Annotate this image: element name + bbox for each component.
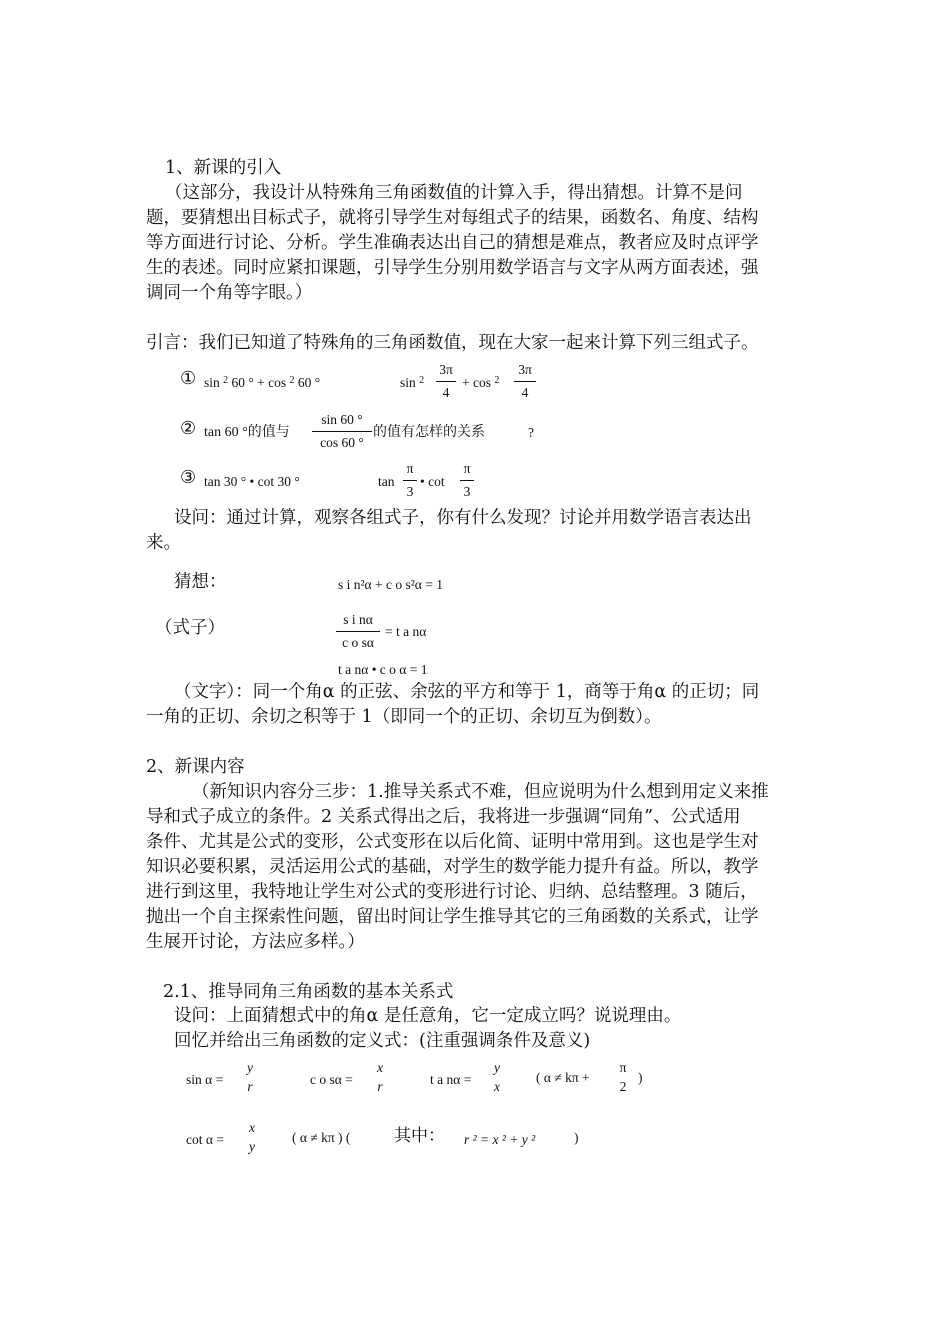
- recall-text: 回忆并给出三角函数的定义式：(注重强调条件及意义): [174, 1031, 591, 1051]
- expr-3b-cot: • cot: [420, 474, 445, 489]
- marker-1: ①: [180, 368, 197, 389]
- formula-product: t a nα • c o α = 1: [338, 662, 428, 677]
- def-tan-fraction: y x: [494, 1060, 500, 1094]
- expr-1b-cos: + cos $^2$: [462, 375, 500, 390]
- def-cot-condition: ( α ≠ kπ ) (: [292, 1130, 351, 1145]
- expr-1a: sin $^2$ 60 ° + cos $^2$ 60 °: [204, 375, 321, 390]
- section2-intro-line: 抛出一个自主探索性问题，留出时间让学生推导其它的三角函数的关系式，让学: [146, 907, 759, 927]
- expr-3a: tan 30 ° • cot 30 °: [204, 474, 300, 489]
- intro-line: 调同一个角等字眼。）: [146, 283, 313, 303]
- section2-intro-line: 导和式子成立的条件。2 关系式得出之后，我将进一步强调“同角”、公式适用: [146, 807, 741, 827]
- def-where: 其中：: [394, 1126, 445, 1145]
- marker-3: ③: [180, 467, 197, 488]
- section1-heading: 1、新课的引入: [165, 158, 282, 178]
- question-text: 设问：上面猜想式中的角α 是任意角，它一定成立吗？说说理由。: [174, 1006, 682, 1026]
- expr-2b: 的值有怎样的关系: [373, 425, 485, 440]
- sub-heading: 2.1、推导同角三角函数的基本关系式: [163, 982, 454, 1002]
- intro-line: 等方面进行讨论、分析。学生准确表达出自己的猜想是难点，教者应及时点评学: [146, 233, 759, 253]
- section2-intro-line: 进行到这里，我特地让学生对公式的变形进行讨论、归纳、总结整理。3 随后，: [146, 882, 758, 902]
- def-r-equation: r ² = x ² + y ²: [464, 1132, 536, 1147]
- section2-intro-line: 条件、尤其是公式的变形，公式变形在以后化简、证明中常用到。这也是学生对: [146, 832, 759, 852]
- formula-pythagorean: s i n²α + c o s²α = 1: [338, 577, 443, 592]
- fraction-pi-3: π 3: [460, 461, 474, 500]
- question-mark: ?: [528, 425, 534, 440]
- def-tan-condition: ( α ≠ kπ +: [536, 1070, 590, 1085]
- def-cos-fraction: x r: [377, 1060, 383, 1094]
- def-cot-fraction: x y: [249, 1120, 255, 1154]
- formula-quotient-fraction: s i nα c o sα: [336, 612, 380, 651]
- def-cot-label: cot α =: [186, 1132, 224, 1147]
- def-close-paren: ): [574, 1130, 579, 1145]
- expr-2a: tan 60 °的值与: [204, 425, 290, 440]
- def-sin-fraction: y r: [247, 1060, 253, 1094]
- section2-intro-line: 知识必要积累，灵活运用公式的基础，对学生的数学能力提升有益。所以，教学: [146, 857, 759, 877]
- section2-intro-line: （新知识内容分三步：1.推导关系式不难，但应说明为什么想到用定义来推: [192, 782, 769, 802]
- formula-label: （式子）: [155, 618, 225, 638]
- def-tan-label: t a nα =: [430, 1072, 472, 1087]
- intro-line: （这部分，我设计从特殊角三角函数值的计算入手，得出猜想。计算不是问: [165, 183, 743, 203]
- expr-3b-tan: tan: [378, 474, 395, 489]
- def-sin-label: sin α =: [186, 1072, 224, 1087]
- fraction-pi-3: π 3: [403, 461, 417, 500]
- words-line: （文字）：同一个角α 的正弦、余弦的平方和等于 1，商等于角α 的正切；同: [174, 682, 760, 702]
- conjecture-label: 猜想：: [174, 572, 227, 592]
- def-cos-label: c o sα =: [310, 1072, 353, 1087]
- section2-intro-line: 生展开讨论，方法应多样。）: [146, 932, 365, 952]
- question-line: 来。: [146, 533, 181, 553]
- intro-line: 生的表述。同时应紧扣课题，引导学生分别用数学语言与文字从两方面表述，强: [146, 258, 759, 278]
- fraction-3pi-4: 3π 4: [436, 362, 456, 401]
- fraction-3pi-4: 3π 4: [514, 362, 536, 401]
- intro-line: 题，要猜想出目标式子，就将引导学生对每组式子的结果，函数名、角度、结构: [146, 208, 759, 228]
- section2-heading: 2、新课内容: [146, 757, 245, 777]
- words-line: 一角的正切、余切之积等于 1（即同一个的正切、余切互为倒数）。: [146, 707, 662, 727]
- fraction-sin-cos: sin 60 ° cos 60 °: [312, 412, 372, 451]
- formula-quotient-rhs: = t a nα: [385, 624, 427, 639]
- expr-1b-sin: sin $^2$: [400, 375, 425, 390]
- def-tan-condition-fraction: π 2: [619, 1060, 627, 1094]
- marker-2: ②: [180, 418, 197, 439]
- lead-text: 引言：我们已知道了特殊角的三角函数值，现在大家一起来计算下列三组式子。: [146, 333, 759, 353]
- question-line: 设问：通过计算，观察各组式子，你有什么发现？讨论并用数学语言表达出: [174, 508, 752, 528]
- def-tan-condition-close: ): [638, 1070, 643, 1085]
